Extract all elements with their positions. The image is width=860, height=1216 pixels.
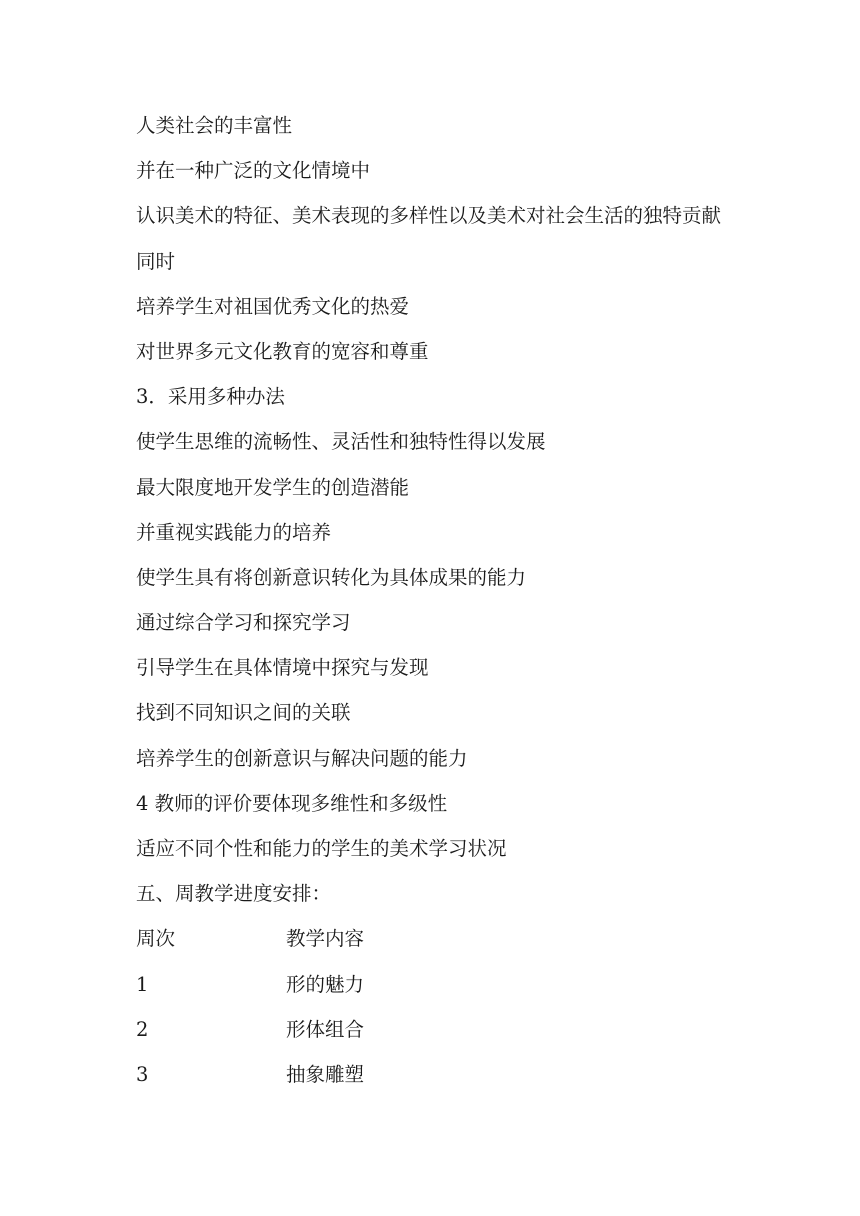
schedule-week-cell: 2 xyxy=(136,1017,149,1041)
paragraph-line: 对世界多元文化教育的宽容和尊重 xyxy=(136,339,429,363)
schedule-header-week: 周次 xyxy=(136,927,176,951)
paragraph-line: 适应不同个性和能力的学生的美术学习状况 xyxy=(136,837,507,860)
paragraph-line: 引导学生在具体情境中探究与发现 xyxy=(136,656,429,680)
paragraph-line: 认识美术的特征、美术表现的多样性以及美术对社会生活的独特贡献 xyxy=(136,204,722,228)
paragraph-line: 并重视实践能力的培养 xyxy=(136,520,332,544)
schedule-week-cell: 1 xyxy=(136,972,149,996)
schedule-header-content: 教学内容 xyxy=(286,927,365,951)
schedule-week-cell: 3 xyxy=(136,1062,149,1086)
schedule-row xyxy=(136,1058,776,1103)
paragraph-line: 人类社会的丰富性 xyxy=(136,114,293,137)
paragraph-line: 同时 xyxy=(136,249,176,273)
paragraph-line: 使学生具有将创新意识转化为具体成果的能力 xyxy=(136,565,527,589)
document-body xyxy=(136,109,776,1103)
section-heading: 3．采用多种办法 xyxy=(136,385,285,409)
schedule-content-cell: 抽象雕塑 xyxy=(286,1062,365,1086)
schedule-row xyxy=(136,1013,776,1058)
section-heading: 五、周教学进度安排： xyxy=(136,882,332,906)
paragraph-line: 并在一种广泛的文化情境中 xyxy=(136,159,371,183)
schedule-row xyxy=(136,968,776,1013)
paragraph-line: 最大限度地开发学生的创造潜能 xyxy=(136,475,410,499)
schedule-content-cell: 形的魅力 xyxy=(286,972,365,996)
paragraph-line: 培养学生对祖国优秀文化的热爱 xyxy=(136,294,410,318)
section-heading: 4 教师的评价要体现多维性和多级性 xyxy=(136,791,448,815)
paragraph-line: 使学生思维的流畅性、灵活性和独特性得以发展 xyxy=(136,430,546,454)
schedule-content-cell: 形体组合 xyxy=(286,1017,365,1041)
schedule-header-row xyxy=(136,922,776,967)
paragraph-line: 通过综合学习和探究学习 xyxy=(136,611,351,635)
paragraph-line: 找到不同知识之间的关联 xyxy=(136,701,351,725)
schedule-table xyxy=(136,922,776,1103)
paragraph-line: 培养学生的创新意识与解决问题的能力 xyxy=(136,746,468,770)
